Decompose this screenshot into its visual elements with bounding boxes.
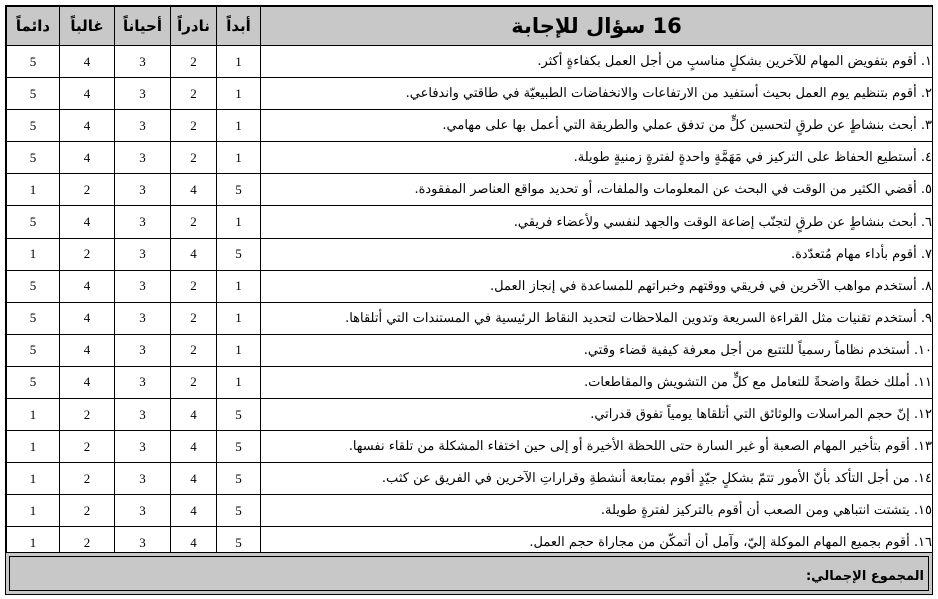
score-cell[interactable]: 4 — [171, 431, 217, 463]
score-cell[interactable]: 5 — [217, 238, 261, 270]
table-row — [7, 463, 933, 495]
questionnaire-sheet — [5, 5, 933, 595]
question-text: ٧. أقوم بأداء مهام مُتعدّدة. — [261, 238, 933, 270]
score-cell[interactable]: 5 — [7, 334, 60, 366]
table-row — [7, 270, 933, 302]
score-cell[interactable]: 5 — [217, 431, 261, 463]
score-cell[interactable]: 2 — [60, 431, 115, 463]
score-cell[interactable]: 1 — [7, 527, 60, 559]
score-cell[interactable]: 3 — [115, 142, 171, 174]
score-cell[interactable]: 3 — [115, 110, 171, 142]
score-cell[interactable]: 5 — [7, 142, 60, 174]
score-cell[interactable]: 4 — [171, 527, 217, 559]
score-cell[interactable]: 2 — [171, 78, 217, 110]
score-cell[interactable]: 3 — [115, 302, 171, 334]
question-text: ٦. أبحث بنشاطٍ عن طرقٍ لتجنّب إضاعة الوقت والجهد لنفسي ولأعضاء فريقي. — [261, 206, 933, 238]
score-cell[interactable]: 2 — [171, 46, 217, 78]
question-text: ١١. أملك خطةً واضحةً للتعامل مع كلٍّ من التشويش والمقاطعات. — [261, 366, 933, 398]
score-cell[interactable]: 2 — [171, 206, 217, 238]
question-text: ٨. أستخدم مواهب الآخرين في فريقي ووقتهم وخبراتهم للمساعدة في إنجاز العمل. — [261, 270, 933, 302]
score-cell[interactable]: 2 — [171, 334, 217, 366]
score-cell[interactable]: 4 — [60, 302, 115, 334]
question-text: ٢. أقوم بتنظيم يوم العمل بحيث أستفيد من الارتفاعات والانخفاضات الطبيعيّة في طاقتي واندفاعي. — [261, 78, 933, 110]
question-text: ٩. أستخدم تقنيات مثل القراءة السريعة وتدوين الملاحظات لتحديد النقاط الرئيسية في المستندات التي أتلقاها. — [261, 302, 933, 334]
table-row — [7, 334, 933, 366]
option-sometimes: أحياناً — [115, 7, 171, 46]
total-row — [6, 552, 932, 594]
table-row — [7, 78, 933, 110]
score-cell[interactable]: 5 — [7, 110, 60, 142]
score-cell[interactable]: 5 — [7, 78, 60, 110]
score-cell[interactable]: 3 — [115, 174, 171, 206]
questions-body — [7, 46, 933, 560]
score-cell[interactable]: 4 — [171, 463, 217, 495]
table-title: 16 سؤال للإجابة — [261, 7, 933, 46]
score-cell[interactable]: 4 — [60, 78, 115, 110]
score-cell[interactable]: 5 — [217, 527, 261, 559]
score-cell[interactable]: 2 — [60, 495, 115, 527]
score-cell[interactable]: 3 — [115, 399, 171, 431]
table-row — [7, 238, 933, 270]
score-cell[interactable]: 1 — [7, 399, 60, 431]
score-cell[interactable]: 2 — [60, 238, 115, 270]
score-cell[interactable]: 4 — [60, 334, 115, 366]
score-cell[interactable]: 1 — [217, 302, 261, 334]
option-always: دائماً — [7, 7, 60, 46]
score-cell[interactable]: 3 — [115, 527, 171, 559]
score-cell[interactable]: 3 — [115, 334, 171, 366]
table-row — [7, 366, 933, 398]
option-never: أبداً — [217, 7, 261, 46]
score-cell[interactable]: 3 — [115, 431, 171, 463]
score-cell[interactable]: 4 — [60, 142, 115, 174]
score-cell[interactable]: 1 — [217, 46, 261, 78]
score-cell[interactable]: 5 — [7, 270, 60, 302]
score-cell[interactable]: 5 — [7, 302, 60, 334]
score-cell[interactable]: 5 — [7, 366, 60, 398]
score-cell[interactable]: 1 — [7, 431, 60, 463]
question-text: ٣. أبحث بنشاطٍ عن طرقٍ لتحسين كلٍّ من تدفق عملي والطريقة التي أعمل بها على مهامي. — [261, 110, 933, 142]
score-cell[interactable]: 5 — [7, 46, 60, 78]
score-cell[interactable]: 2 — [60, 174, 115, 206]
score-cell[interactable]: 3 — [115, 46, 171, 78]
table-row — [7, 142, 933, 174]
score-cell[interactable]: 2 — [171, 302, 217, 334]
score-cell[interactable]: 1 — [7, 495, 60, 527]
score-cell[interactable]: 3 — [115, 206, 171, 238]
score-cell[interactable]: 2 — [171, 142, 217, 174]
score-cell[interactable]: 1 — [217, 366, 261, 398]
score-cell[interactable]: 1 — [7, 463, 60, 495]
score-cell[interactable]: 1 — [217, 270, 261, 302]
option-often: غالباً — [60, 7, 115, 46]
table-row — [7, 302, 933, 334]
score-cell[interactable]: 5 — [217, 174, 261, 206]
table-row — [7, 174, 933, 206]
score-cell[interactable]: 1 — [217, 78, 261, 110]
score-cell[interactable]: 4 — [60, 366, 115, 398]
score-cell[interactable]: 4 — [60, 270, 115, 302]
score-cell[interactable]: 2 — [60, 399, 115, 431]
score-cell[interactable]: 4 — [171, 495, 217, 527]
option-rarely: نادراً — [171, 7, 217, 46]
question-text: ١٤. من أجل التأكد بأنّ الأمور تتمّ بشكلٍ جيّدٍ أقوم بمتابعة أنشطةِ وقراراتِ الآخرين في الفريق عن كثب. — [261, 463, 933, 495]
table-row — [7, 46, 933, 78]
question-text: ١. أقوم بتفويض المهام للآخرين بشكلٍ مناسبٍ من أجل العمل بكفاءةٍ أكثر. — [261, 46, 933, 78]
score-cell[interactable]: 4 — [60, 46, 115, 78]
score-cell[interactable]: 2 — [60, 463, 115, 495]
score-cell[interactable]: 5 — [217, 399, 261, 431]
score-cell[interactable]: 5 — [217, 495, 261, 527]
score-cell[interactable]: 3 — [115, 495, 171, 527]
table-row — [7, 495, 933, 527]
score-cell[interactable]: 4 — [60, 110, 115, 142]
score-cell[interactable]: 3 — [115, 366, 171, 398]
table-row — [7, 431, 933, 463]
question-text: ١٠. أستخدم نظاماً رسمياً للتتبع من أجل معرفة كيفية قضاء وقتي. — [261, 334, 933, 366]
question-text: ١٦. أقوم بجميع المهام الموكلة إليّ، وآمل أن أتمكّن من مجاراة حجم العمل. — [261, 527, 933, 559]
score-cell[interactable]: 4 — [171, 174, 217, 206]
total-frame — [9, 556, 929, 591]
header-row — [7, 7, 933, 46]
score-cell[interactable]: 5 — [217, 463, 261, 495]
score-cell[interactable]: 2 — [60, 527, 115, 559]
question-text: ٤. أستطيع الحفاظ على التركيز في مَهَمَّةٍ واحدةٍ لفترةٍ زمنيةٍ طويلة. — [261, 142, 933, 174]
score-cell[interactable]: 2 — [171, 366, 217, 398]
total-label: المجموع الإجمالي: — [805, 569, 924, 584]
table-row — [7, 399, 933, 431]
score-cell[interactable]: 4 — [171, 399, 217, 431]
score-cell[interactable]: 1 — [217, 334, 261, 366]
question-text: ١٣. أقوم بتأخير المهام الصعبة أو غير السارة حتى اللحظة الأخيرة أو إلى حين اختفاء المشكلة من تلقاء نفسها. — [261, 431, 933, 463]
score-cell[interactable]: 3 — [115, 238, 171, 270]
score-cell[interactable]: 4 — [171, 238, 217, 270]
score-cell[interactable]: 5 — [7, 206, 60, 238]
question-text: ١٢. إنّ حجم المراسلات والوثائق التي أتلقاها يومياً تفوق قدراتي. — [261, 399, 933, 431]
score-cell[interactable]: 1 — [217, 206, 261, 238]
score-cell[interactable]: 4 — [60, 206, 115, 238]
score-cell[interactable]: 2 — [171, 270, 217, 302]
table-row — [7, 206, 933, 238]
score-cell[interactable]: 3 — [115, 463, 171, 495]
score-cell[interactable]: 1 — [217, 110, 261, 142]
question-text: ١٥. يتشتت انتباهي ومن الصعب أن أقوم بالتركيز لفترةٍ طويلة. — [261, 495, 933, 527]
questionnaire-table — [6, 6, 933, 560]
question-text: ٥. أقضي الكثير من الوقت في البحث عن المعلومات والملفات، أو تحديد مواقع العناصر المفقودة. — [261, 174, 933, 206]
score-cell[interactable]: 1 — [217, 142, 261, 174]
score-cell[interactable]: 2 — [171, 110, 217, 142]
table-row — [7, 110, 933, 142]
score-cell[interactable]: 3 — [115, 270, 171, 302]
score-cell[interactable]: 1 — [7, 238, 60, 270]
score-cell[interactable]: 1 — [7, 174, 60, 206]
score-cell[interactable]: 3 — [115, 78, 171, 110]
